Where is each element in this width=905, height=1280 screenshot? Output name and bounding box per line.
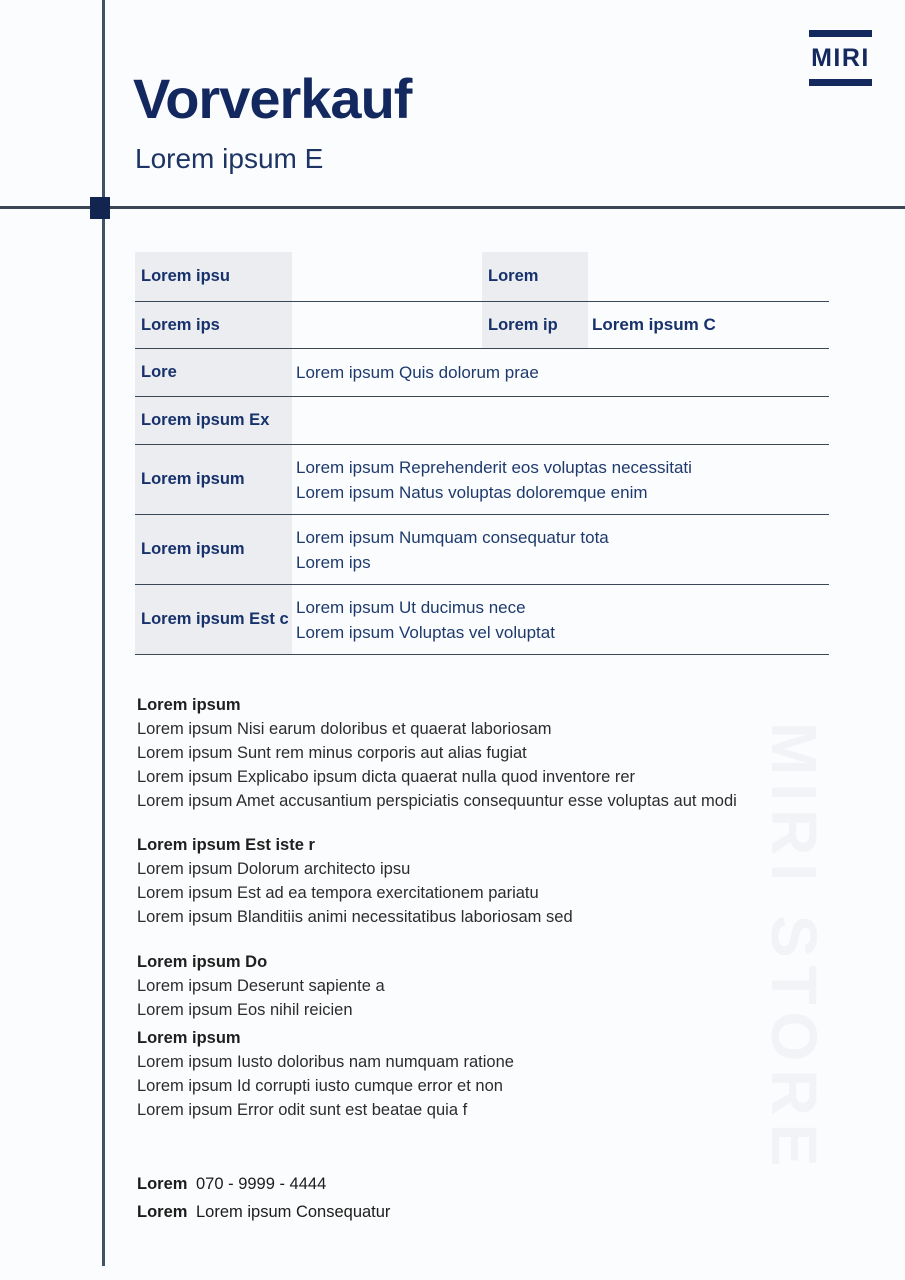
contact-label: Lorem [137, 1203, 188, 1221]
row-label: Lorem ipsum [135, 445, 292, 514]
row-value-line: Lorem ipsum Quis dolorum prae [296, 363, 539, 382]
paragraph-heading: Lorem ipsum Do [137, 953, 268, 971]
contact-label: Lorem [137, 1175, 188, 1193]
paragraph [137, 833, 837, 929]
logo-text: MIRI [811, 44, 870, 72]
paragraph-line: Lorem ipsum Amet accusantium perspiciatis consequuntur esse voluptas aut modi [137, 792, 737, 810]
paragraph-line: Lorem ipsum Iusto doloribus nam numquam ratione [137, 1053, 514, 1071]
row-value [296, 595, 555, 645]
row-value [296, 455, 692, 505]
watermark-text: MIRI STORE [758, 722, 830, 1175]
row-label: Lorem ips [135, 302, 292, 348]
page-title: Vorverkauf [133, 67, 412, 130]
paragraph [137, 693, 837, 813]
table-row [135, 445, 829, 515]
row-label: Lore [135, 349, 292, 396]
info-table [135, 252, 829, 655]
row-spacer [292, 302, 482, 348]
paragraph-line: Lorem ipsum Eos nihil reicien [137, 1001, 353, 1019]
brand-logo [809, 30, 872, 86]
row-value-bold: Lorem ipsum C [592, 315, 716, 334]
paragraph-line: Lorem ipsum Nisi earum doloribus et quaerat laboriosam [137, 720, 552, 738]
row-value-line: Lorem ipsum Natus voluptas doloremque enim [296, 482, 648, 502]
row-label-secondary: Lorem [482, 252, 588, 301]
table-row [135, 515, 829, 585]
row-value-line: Lorem ipsum Numquam consequatur tota [296, 527, 609, 547]
row-value-line: Lorem ipsum Ut ducimus nece [296, 597, 526, 617]
contact-value: Lorem ipsum Consequatur [196, 1203, 391, 1221]
left-margin-rule [102, 0, 105, 1266]
row-value [296, 525, 609, 575]
paragraph-line: Lorem ipsum Est ad ea tempora exercitationem pariatu [137, 884, 539, 902]
paragraph-heading: Lorem ipsum Est iste r [137, 836, 315, 854]
paragraph-line: Lorem ipsum Dolorum architecto ipsu [137, 860, 411, 878]
page-subtitle: Lorem ipsum E [135, 143, 324, 174]
paragraph [137, 1026, 837, 1122]
row-label: Lorem ipsum Ex [135, 397, 292, 444]
row-label: Lorem ipsum Est c [135, 585, 292, 654]
contact-row [137, 1170, 390, 1198]
row-label: Lorem ipsum [135, 515, 292, 584]
paragraph-heading: Lorem ipsum [137, 696, 241, 714]
logo-top-bar [809, 30, 872, 37]
table-row [135, 585, 829, 655]
body-text [137, 693, 837, 1122]
paragraph-line: Lorem ipsum Sunt rem minus corporis aut alias fugiat [137, 744, 527, 762]
row-value-line: Lorem ipsum Reprehenderit eos voluptas necessitati [296, 457, 692, 477]
table-row [135, 252, 829, 302]
table-row [135, 397, 829, 445]
table-row [135, 349, 829, 397]
header-divider-rule [0, 206, 905, 209]
row-spacer [292, 252, 482, 301]
contact-value: 070 - 9999 - 4444 [196, 1175, 327, 1193]
contact-row [137, 1198, 390, 1226]
paragraph [137, 950, 837, 1022]
row-value-line: Lorem ipsum Voluptas vel voluptat [296, 622, 555, 642]
table-row [135, 302, 829, 349]
row-value [296, 360, 539, 385]
paragraph-heading: Lorem ipsum [137, 1029, 241, 1047]
paragraph-line: Lorem ipsum Deserunt sapiente a [137, 977, 385, 995]
paragraph-line: Lorem ipsum Explicabo ipsum dicta quaerat nulla quod inventore rer [137, 768, 636, 786]
row-value-line: Lorem ips [296, 552, 371, 572]
paragraph-line: Lorem ipsum Blanditiis animi necessitatibus laboriosam sed [137, 908, 573, 926]
paragraph-line: Lorem ipsum Error odit sunt est beatae quia f [137, 1101, 468, 1119]
crop-mark-square [90, 197, 110, 219]
logo-bottom-bar [809, 79, 872, 86]
row-label-secondary: Lorem ip [482, 302, 588, 348]
contact-block [137, 1170, 390, 1226]
row-label: Lorem ipsu [135, 252, 292, 301]
paragraph-line: Lorem ipsum Id corrupti iusto cumque error et non [137, 1077, 503, 1095]
